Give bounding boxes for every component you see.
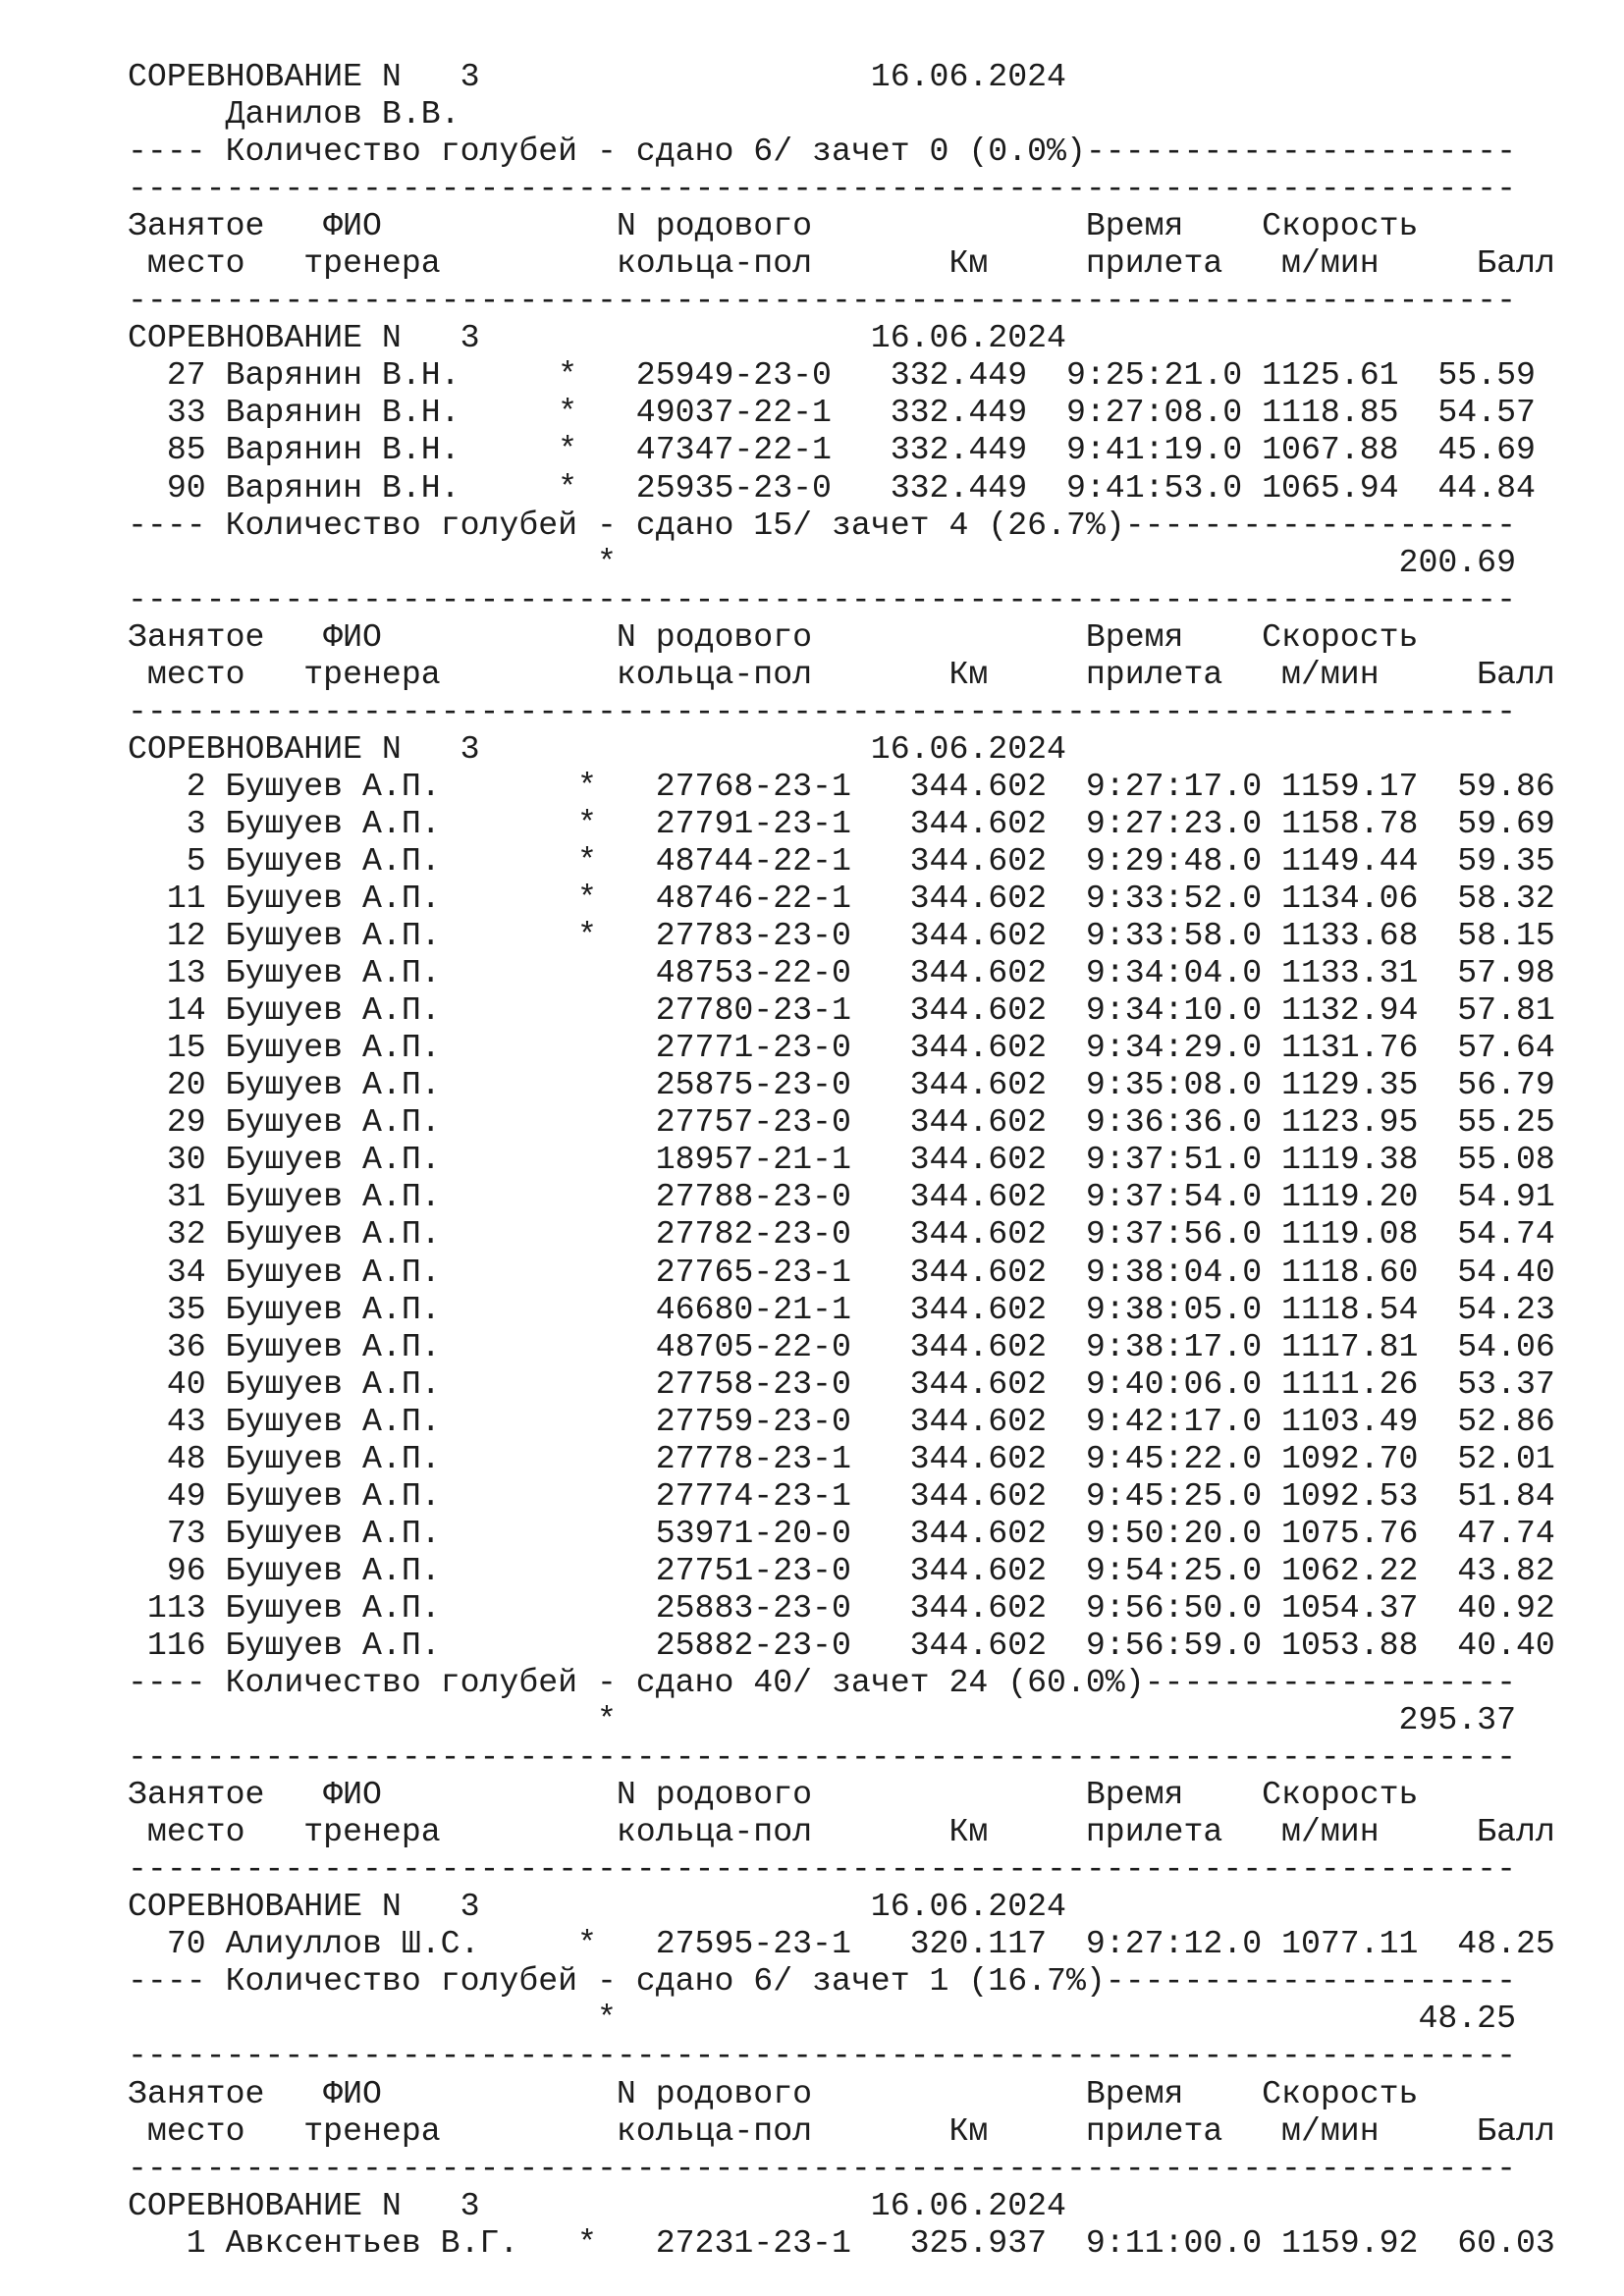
result-row: 96 Бушуев А.П. 27751-23-0 344.602 9:54:25.0 1062.22 43.82 [128,1551,1555,1589]
result-row: 15 Бушуев А.П. 27771-23-0 344.602 9:34:29.0 1131.76 57.64 [128,1029,1555,1067]
separator-line: ----------------------------------------------------------------------- [128,282,1517,320]
result-row: 3 Бушуев А.П. * 27791-23-1 344.602 9:27:23.0 1158.78 59.69 [128,804,1555,842]
separator-line: ----------------------------------------------------------------------- [128,2037,1517,2075]
column-header: место тренера кольца-пол Км прилета м/мин Балл [128,2111,1555,2150]
summary-line: ---- Количество голубей - сдано 6/ зачет 0 (0.0%)---------------------- [128,133,1517,171]
result-row: 70 Алиуллов Ш.С. * 27595-23-1 320.117 9:27:12.0 1077.11 48.25 [128,1925,1555,1963]
column-header: Занятое ФИО N родового Время Скорость [128,2074,1419,2112]
result-row: 20 Бушуев А.П. 25875-23-0 344.602 9:35:08.0 1129.35 56.79 [128,1066,1555,1104]
result-row: 43 Бушуев А.П. 27759-23-0 344.602 9:42:17.0 1103.49 52.86 [128,1402,1555,1440]
separator-line: ----------------------------------------------------------------------- [128,1850,1517,1889]
result-row: 48 Бушуев А.П. 27778-23-1 344.602 9:45:22.0 1092.70 52.01 [128,1439,1555,1477]
result-row: 40 Бушуев А.П. 27758-23-0 344.602 9:40:06.0 1111.26 53.37 [128,1364,1555,1403]
summary-line: ---- Количество голубей - сдано 40/ зачет 24 (60.0%)------------------- [128,1664,1517,1702]
result-row: 36 Бушуев А.П. 48705-22-0 344.602 9:38:17.0 1117.81 54.06 [128,1327,1555,1365]
summary-line: ---- Количество голубей - сдано 15/ зачет 4 (26.7%)-------------------- [128,506,1517,544]
separator-line: ----------------------------------------------------------------------- [128,170,1517,208]
result-row: 85 Варянин В.Н. * 47347-22-1 332.449 9:41:19.0 1067.88 45.69 [128,431,1536,469]
result-row: 113 Бушуев А.П. 25883-23-0 344.602 9:56:50.0 1054.37 40.92 [128,1588,1555,1627]
result-row: 11 Бушуев А.П. * 48746-22-1 344.602 9:33:52.0 1134.06 58.32 [128,880,1555,918]
column-header: Занятое ФИО N родового Время Скорость [128,207,1419,245]
result-row: 30 Бушуев А.П. 18957-21-1 344.602 9:37:51.0 1119.38 55.08 [128,1141,1555,1179]
result-row: 35 Бушуев А.П. 46680-21-1 344.602 9:38:05.0 1118.54 54.23 [128,1290,1555,1328]
result-row: 12 Бушуев А.П. * 27783-23-0 344.602 9:33:58.0 1133.68 58.15 [128,917,1555,955]
result-row: 5 Бушуев А.П. * 48744-22-1 344.602 9:29:48.0 1149.44 59.35 [128,841,1555,880]
result-row: 1 Авксентьев В.Г. * 27231-23-1 325.937 9:11:00.0 1159.92 60.03 [128,2223,1555,2262]
fancier-name: Данилов В.В. [128,95,460,133]
competition-header: СОРЕВНОВАНИЕ N 3 16.06.2024 [128,58,1066,95]
result-row: 32 Бушуев А.П. 27782-23-0 344.602 9:37:56.0 1119.08 54.74 [128,1215,1555,1254]
column-header: место тренера кольца-пол Км прилета м/мин Балл [128,655,1555,693]
separator-line: ----------------------------------------------------------------------- [128,2149,1517,2187]
total-score-line: * 48.25 [128,2000,1517,2038]
results-printout [128,58,1555,2262]
total-score-line: * 295.37 [128,1701,1517,1739]
total-score-line: * 200.69 [128,543,1517,581]
separator-line: ----------------------------------------------------------------------- [128,692,1517,730]
column-header: место тренера кольца-пол Км прилета м/мин Балл [128,244,1555,283]
result-row: 90 Варянин В.Н. * 25935-23-0 332.449 9:41:53.0 1065.94 44.84 [128,468,1536,507]
competition-header: СОРЕВНОВАНИЕ N 3 16.06.2024 [128,319,1066,357]
separator-line: ----------------------------------------------------------------------- [128,580,1517,618]
competition-header: СОРЕВНОВАНИЕ N 3 16.06.2024 [128,729,1066,768]
separator-line: ----------------------------------------------------------------------- [128,1738,1517,1777]
result-row: 34 Бушуев А.П. 27765-23-1 344.602 9:38:04.0 1118.60 54.40 [128,1253,1555,1291]
column-header: место тренера кольца-пол Км прилета м/мин Балл [128,1813,1555,1851]
result-row: 29 Бушуев А.П. 27757-23-0 344.602 9:36:36.0 1123.95 55.25 [128,1103,1555,1142]
competition-header: СОРЕВНОВАНИЕ N 3 16.06.2024 [128,1888,1066,1926]
summary-line: ---- Количество голубей - сдано 6/ зачет 1 (16.7%)--------------------- [128,1962,1517,2001]
result-row: 49 Бушуев А.П. 27774-23-1 344.602 9:45:25.0 1092.53 51.84 [128,1476,1555,1515]
column-header: Занятое ФИО N родового Время Скорость [128,617,1419,656]
result-row: 14 Бушуев А.П. 27780-23-1 344.602 9:34:10.0 1132.94 57.81 [128,991,1555,1030]
result-row: 27 Варянин В.Н. * 25949-23-0 332.449 9:25:21.0 1125.61 55.59 [128,356,1536,395]
result-row: 73 Бушуев А.П. 53971-20-0 344.602 9:50:20.0 1075.76 47.74 [128,1514,1555,1552]
result-row: 33 Варянин В.Н. * 49037-22-1 332.449 9:27:08.0 1118.85 54.57 [128,394,1536,432]
result-row: 31 Бушуев А.П. 27788-23-0 344.602 9:37:54.0 1119.20 54.91 [128,1178,1555,1216]
result-row: 2 Бушуев А.П. * 27768-23-1 344.602 9:27:17.0 1159.17 59.86 [128,767,1555,805]
result-row: 13 Бушуев А.П. 48753-22-0 344.602 9:34:04.0 1133.31 57.98 [128,954,1555,992]
result-row: 116 Бушуев А.П. 25882-23-0 344.602 9:56:59.0 1053.88 40.40 [128,1626,1555,1664]
competition-header: СОРЕВНОВАНИЕ N 3 16.06.2024 [128,2186,1066,2224]
column-header: Занятое ФИО N родового Время Скорость [128,1776,1419,1814]
